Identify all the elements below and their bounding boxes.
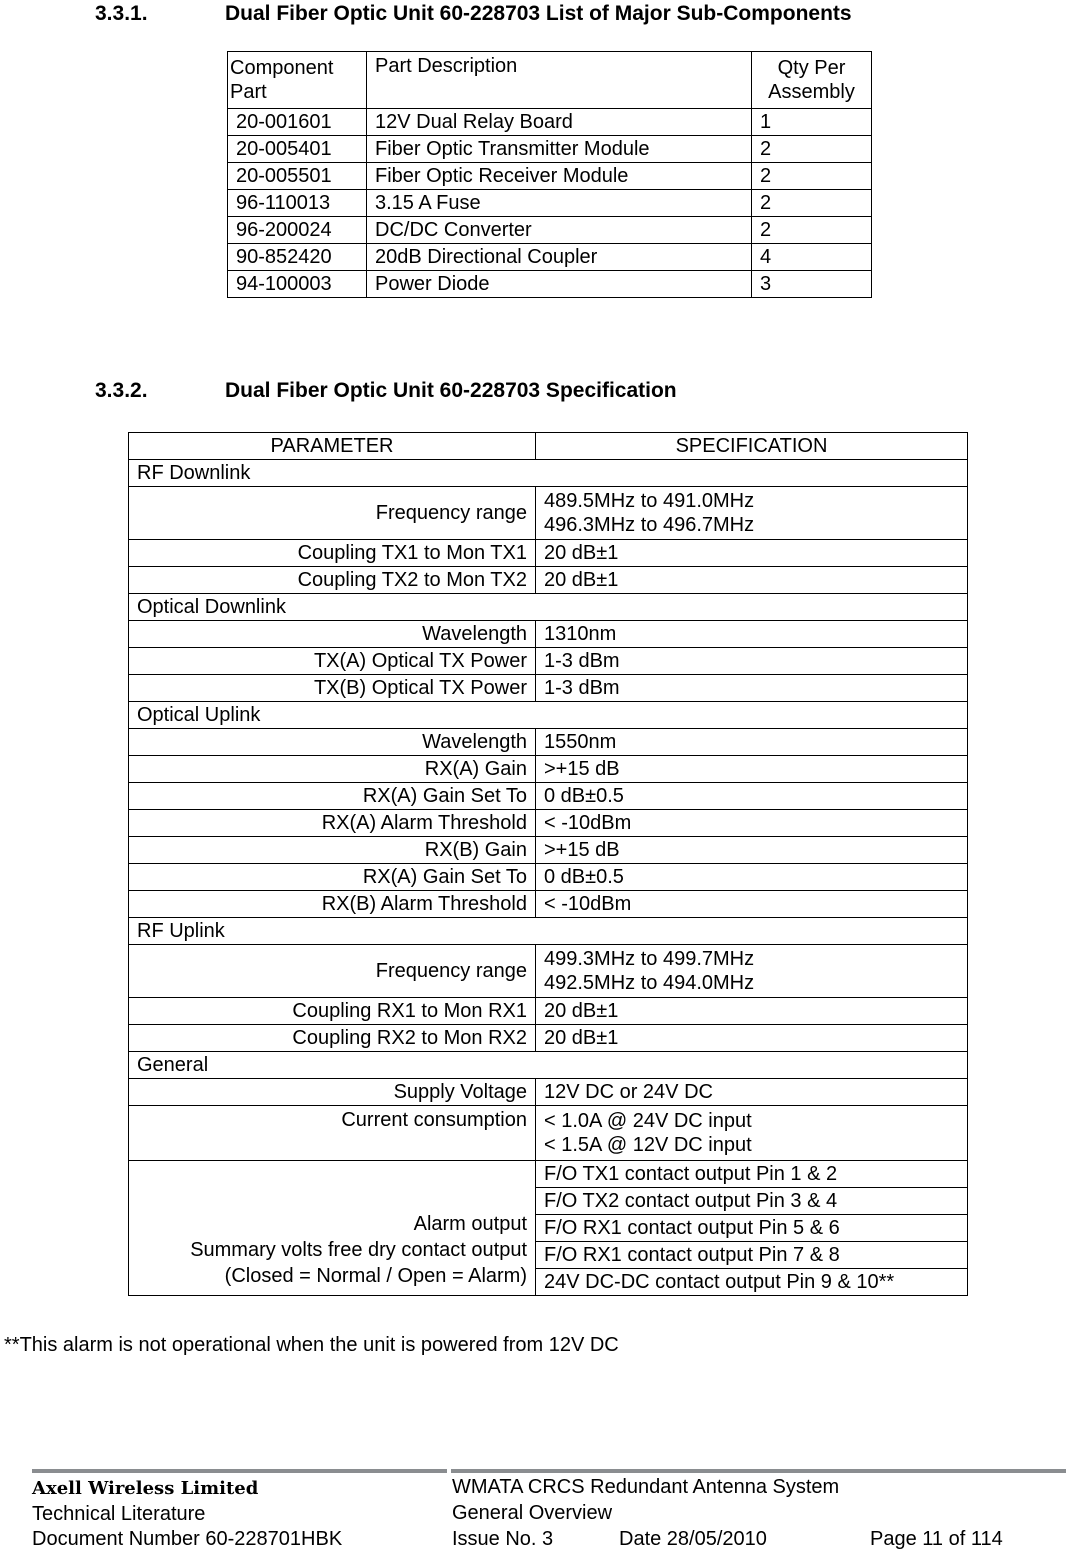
footer-company: Axell Wireless Limited <box>32 1478 259 1499</box>
specification-table <box>128 432 968 1296</box>
part-qty: 2 <box>752 136 872 163</box>
header-qty: Qty Per Assembly <box>752 52 872 109</box>
part-number: 20-001601 <box>228 109 367 136</box>
spec-line: 492.5MHz to 494.0MHz <box>544 972 755 994</box>
param-label: Frequency range <box>129 945 536 998</box>
table-row <box>129 1025 968 1052</box>
group-row <box>129 918 968 945</box>
spec-value: >+15 dB <box>536 837 968 864</box>
spec-value: 12V DC or 24V DC <box>536 1079 968 1106</box>
param-label: Supply Voltage <box>129 1079 536 1106</box>
param-line: (Closed = Normal / Open = Alarm) <box>224 1265 527 1287</box>
part-number: 96-200024 <box>228 217 367 244</box>
table-row <box>228 109 872 136</box>
group-general: General <box>129 1052 968 1079</box>
spec-value: 20 dB±1 <box>536 1025 968 1052</box>
group-row <box>129 460 968 487</box>
footer-tech-lit: Technical Literature <box>32 1503 206 1525</box>
part-qty: 1 <box>752 109 872 136</box>
table-row <box>129 783 968 810</box>
table-row <box>228 136 872 163</box>
part-number: 20-005401 <box>228 136 367 163</box>
part-description: 3.15 A Fuse <box>367 190 752 217</box>
components-table <box>227 51 872 298</box>
spec-value: F/O TX1 contact output Pin 1 & 2 <box>536 1161 968 1188</box>
part-description: 12V Dual Relay Board <box>367 109 752 136</box>
param-label: RX(A) Gain Set To <box>129 783 536 810</box>
table-row <box>129 837 968 864</box>
part-qty: 4 <box>752 244 872 271</box>
param-label: RX(B) Alarm Threshold <box>129 891 536 918</box>
group-rf-uplink: RF Uplink <box>129 918 968 945</box>
param-label: RX(B) Gain <box>129 837 536 864</box>
part-number: 90-852420 <box>228 244 367 271</box>
spec-value: 20 dB±1 <box>536 567 968 594</box>
spec-value: < -10dBm <box>536 810 968 837</box>
part-qty: 2 <box>752 217 872 244</box>
part-number: 94-100003 <box>228 271 367 298</box>
part-description: DC/DC Converter <box>367 217 752 244</box>
spec-line: 496.3MHz to 496.7MHz <box>544 514 755 536</box>
table-row <box>129 1161 968 1188</box>
table-row <box>129 675 968 702</box>
param-label: Coupling RX1 to Mon RX1 <box>129 998 536 1025</box>
spec-value <box>536 1106 968 1161</box>
param-label: RX(A) Gain Set To <box>129 864 536 891</box>
param-label: TX(B) Optical TX Power <box>129 675 536 702</box>
section-number: 3.3.2. <box>95 379 148 402</box>
header-parameter: PARAMETER <box>129 433 536 460</box>
table-row <box>129 810 968 837</box>
part-qty: 2 <box>752 190 872 217</box>
part-number: 20-005501 <box>228 163 367 190</box>
group-row <box>129 1052 968 1079</box>
spec-value <box>536 487 968 540</box>
group-optical-downlink: Optical Downlink <box>129 594 968 621</box>
spec-value: 1-3 dBm <box>536 675 968 702</box>
footer-date: Date 28/05/2010 <box>619 1528 767 1550</box>
table-row <box>129 891 968 918</box>
group-row <box>129 594 968 621</box>
header-specification: SPECIFICATION <box>536 433 968 460</box>
spec-value: 0 dB±0.5 <box>536 864 968 891</box>
param-label: Wavelength <box>129 621 536 648</box>
spec-value: >+15 dB <box>536 756 968 783</box>
table-header-row <box>228 52 872 109</box>
part-qty: 2 <box>752 163 872 190</box>
spec-line: < 1.0A @ 24V DC input <box>544 1110 752 1132</box>
table-row <box>129 998 968 1025</box>
table-row <box>129 1106 968 1161</box>
param-label: Coupling TX1 to Mon TX1 <box>129 540 536 567</box>
spec-value: F/O RX1 contact output Pin 5 & 6 <box>536 1215 968 1242</box>
param-label: TX(A) Optical TX Power <box>129 648 536 675</box>
section-title: Dual Fiber Optic Unit 60-228703 List of Major Sub-Components <box>225 2 852 25</box>
param-label: Frequency range <box>129 487 536 540</box>
section-heading-3-3-2 <box>95 379 995 405</box>
param-label: Current consumption <box>129 1106 536 1161</box>
section-heading-3-3-1 <box>95 2 995 28</box>
spec-value: 20 dB±1 <box>536 998 968 1025</box>
param-label: Wavelength <box>129 729 536 756</box>
table-header-row <box>129 433 968 460</box>
param-label: RX(A) Alarm Threshold <box>129 810 536 837</box>
spec-value: F/O TX2 contact output Pin 3 & 4 <box>536 1188 968 1215</box>
part-description: Fiber Optic Transmitter Module <box>367 136 752 163</box>
part-description: Fiber Optic Receiver Module <box>367 163 752 190</box>
footer-rule-gap <box>447 1469 451 1479</box>
table-row <box>129 756 968 783</box>
footer-page: Page 11 of 114 <box>870 1528 1003 1550</box>
spec-line: 489.5MHz to 491.0MHz <box>544 490 755 512</box>
part-description: Power Diode <box>367 271 752 298</box>
spec-value: 20 dB±1 <box>536 540 968 567</box>
spec-value: 24V DC-DC contact output Pin 9 & 10** <box>536 1269 968 1296</box>
param-label: Coupling TX2 to Mon TX2 <box>129 567 536 594</box>
param-line: Summary volts free dry contact output <box>190 1239 527 1261</box>
spec-value: F/O RX1 contact output Pin 7 & 8 <box>536 1242 968 1269</box>
table-row <box>129 945 968 998</box>
param-label: RX(A) Gain <box>129 756 536 783</box>
spec-value: 1550nm <box>536 729 968 756</box>
table-row <box>228 163 872 190</box>
footnote: **This alarm is not operational when the unit is powered from 12V DC <box>4 1334 619 1356</box>
header-part-description: Part Description <box>367 52 752 109</box>
group-rf-downlink: RF Downlink <box>129 460 968 487</box>
table-row <box>129 648 968 675</box>
alarm-output-param <box>129 1161 536 1296</box>
table-row <box>129 540 968 567</box>
table-row <box>129 864 968 891</box>
header-component-part: Component Part <box>228 52 367 109</box>
table-row <box>228 190 872 217</box>
section-number: 3.3.1. <box>95 2 148 25</box>
table-row <box>228 217 872 244</box>
spec-value: 1-3 dBm <box>536 648 968 675</box>
spec-value: < -10dBm <box>536 891 968 918</box>
table-row <box>129 621 968 648</box>
spec-line: 499.3MHz to 499.7MHz <box>544 948 755 970</box>
section-title: Dual Fiber Optic Unit 60-228703 Specification <box>225 379 677 402</box>
param-line: Alarm output <box>413 1213 527 1235</box>
part-qty: 3 <box>752 271 872 298</box>
spec-value: 0 dB±0.5 <box>536 783 968 810</box>
footer-issue: Issue No. 3 <box>452 1528 554 1550</box>
param-label: Coupling RX2 to Mon RX2 <box>129 1025 536 1052</box>
footer-overview: General Overview <box>452 1502 613 1524</box>
table-row <box>129 567 968 594</box>
footer-doc-number: Document Number 60-228701HBK <box>32 1528 343 1550</box>
spec-value: 1310nm <box>536 621 968 648</box>
footer-system: WMATA CRCS Redundant Antenna System <box>452 1476 840 1498</box>
table-row <box>228 244 872 271</box>
footer-rule <box>32 1469 1066 1473</box>
table-row <box>129 1079 968 1106</box>
table-row <box>129 487 968 540</box>
table-row <box>129 729 968 756</box>
spec-value <box>536 945 968 998</box>
group-optical-uplink: Optical Uplink <box>129 702 968 729</box>
group-row <box>129 702 968 729</box>
table-row <box>228 271 872 298</box>
spec-line: < 1.5A @ 12V DC input <box>544 1134 752 1156</box>
part-number: 96-110013 <box>228 190 367 217</box>
part-description: 20dB Directional Coupler <box>367 244 752 271</box>
